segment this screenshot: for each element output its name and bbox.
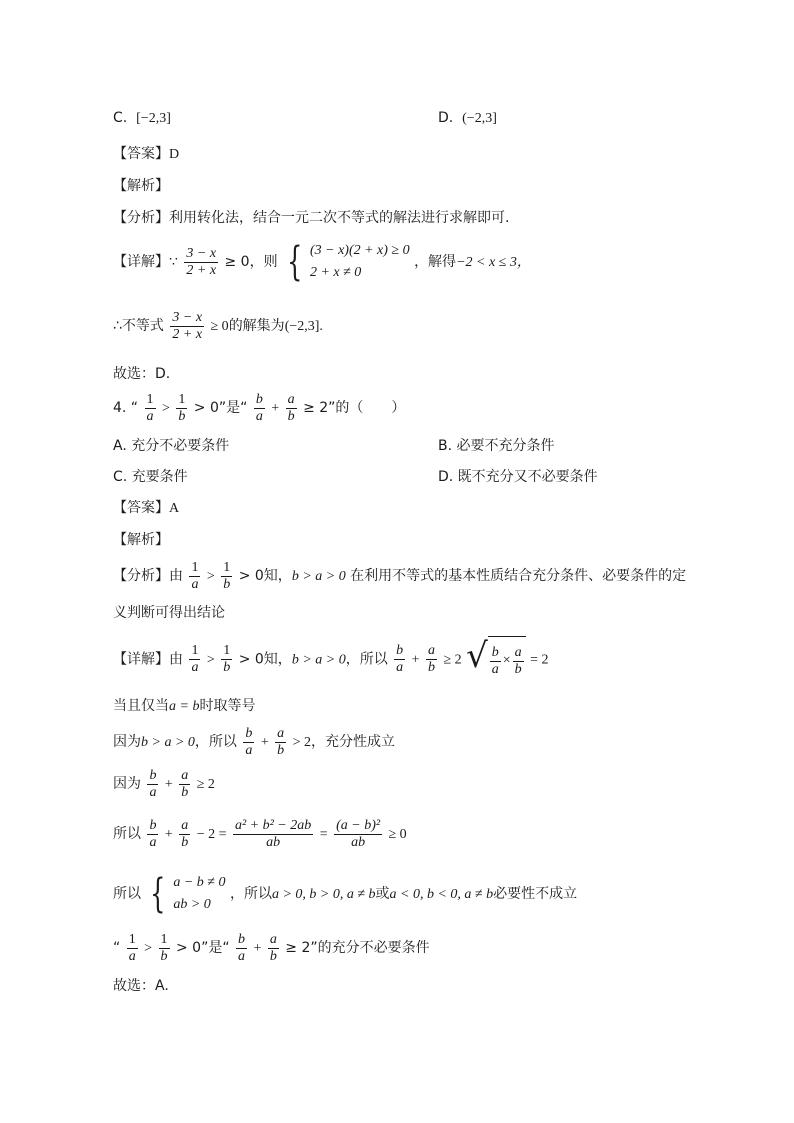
- q4-conclusion: “ $\frac{1}{a}$ > $\frac{1}{b}$ > 0”是“ $\frac{b}{a}$ + $\frac{a}{b}$ ≥ 2”的充分不必要条件: [113, 931, 430, 964]
- q3-therefore: ∴不等式 $\frac{3 - x}{2 + x}$ ≥ 0的解集为(−2,3].: [113, 309, 323, 342]
- q4-system: a − b ≠ 0 ab > 0: [173, 875, 226, 912]
- q3-system: (3 − x)(2 + x) ≥ 0 2 + x ≠ 0: [309, 243, 410, 280]
- q3-choose: 故选：D.: [113, 366, 171, 382]
- q4-choose: 故选：A.: [113, 978, 169, 994]
- q3-brace: {: [287, 239, 303, 285]
- q3-fraction-2: $\frac{3 - x}{2 + x}$: [172, 309, 203, 342]
- q4-fenxi-cont: 义判断可得出结论: [113, 605, 225, 621]
- q3-option-d: D. (−2,3]: [438, 110, 497, 126]
- q3-fraction: $\frac{3 - x}{2 + x}$: [186, 245, 217, 278]
- q3-fenxi: 【分析】利用转化法，结合一元二次不等式的解法进行求解即可.: [113, 210, 510, 226]
- q4-equality: 当且仅当a = b时取等号: [113, 698, 256, 714]
- q4-derivation: 所以 $\frac{b}{a}$ + $\frac{a}{b}$ − 2 = $\frac{\text{a² + b² − 2ab}}{ab}$ = $\frac{\text{(a − b)²}}{ab}$ ≥ 0: [113, 817, 407, 850]
- q4-analysis-tag: 【解析】: [113, 532, 169, 548]
- q4-fenxi: 【分析】由 $\frac{1}{a}$ > $\frac{1}{b}$ > 0知，b > a > 0 在利用不等式的基本性质结合充分条件、必要条件的定: [113, 559, 687, 592]
- q4-brace: {: [150, 871, 166, 917]
- q3-detail: 【详解】∵ $\frac{3 - x}{2 + x}$ ≥ 0，则 { (3 − x)(2 + x) ≥ 0 2 + x ≠ 0 ，解得−2 < x ≤ 3，: [113, 239, 531, 285]
- q4-option-b: B. 必要不充分条件: [438, 438, 555, 454]
- q4-answer: 【答案】A: [113, 500, 180, 516]
- q4-detail: 【详解】由 $\frac{1}{a}$ > $\frac{1}{b}$ > 0知，b > a > 0，所以 $\frac{b}{a}$ + $\frac{a}{b}$ ≥ 2 √ $\frac{b}{a}$ × $\frac{a}{b}$ = 2: [113, 636, 549, 683]
- q4-option-c: C. 充要条件: [113, 469, 188, 485]
- q4-system-line: 所以 { a − b ≠ 0 ab > 0 ，所以a > 0, b > 0, a ≠ b或a < 0, b < 0, a ≠ b必要性不成立: [113, 871, 578, 917]
- q4-necessity: 因为 $\frac{b}{a}$ + $\frac{a}{b}$ ≥ 2: [113, 767, 215, 800]
- q4-option-d: D. 既不充分又不必要条件: [438, 469, 598, 485]
- q3-analysis-tag: 【解析】: [113, 178, 169, 194]
- q4-option-a: A. 充分不必要条件: [113, 438, 230, 454]
- q4-stem: 4. “ $\frac{1}{a}$ > $\frac{1}{b}$ > 0”是“ $\frac{b}{a}$ + $\frac{a}{b}$ ≥ 2”的（ ）: [113, 391, 406, 424]
- q4-sufficiency: 因为b > a > 0，所以 $\frac{b}{a}$ + $\frac{a}{b}$ > 2，充分性成立: [113, 725, 396, 758]
- q3-option-c: C. [−2,3]: [113, 110, 171, 126]
- sqrt-symbol: √ $\frac{b}{a}$ × $\frac{a}{b}$: [466, 636, 526, 683]
- q3-answer: 【答案】D: [113, 146, 180, 162]
